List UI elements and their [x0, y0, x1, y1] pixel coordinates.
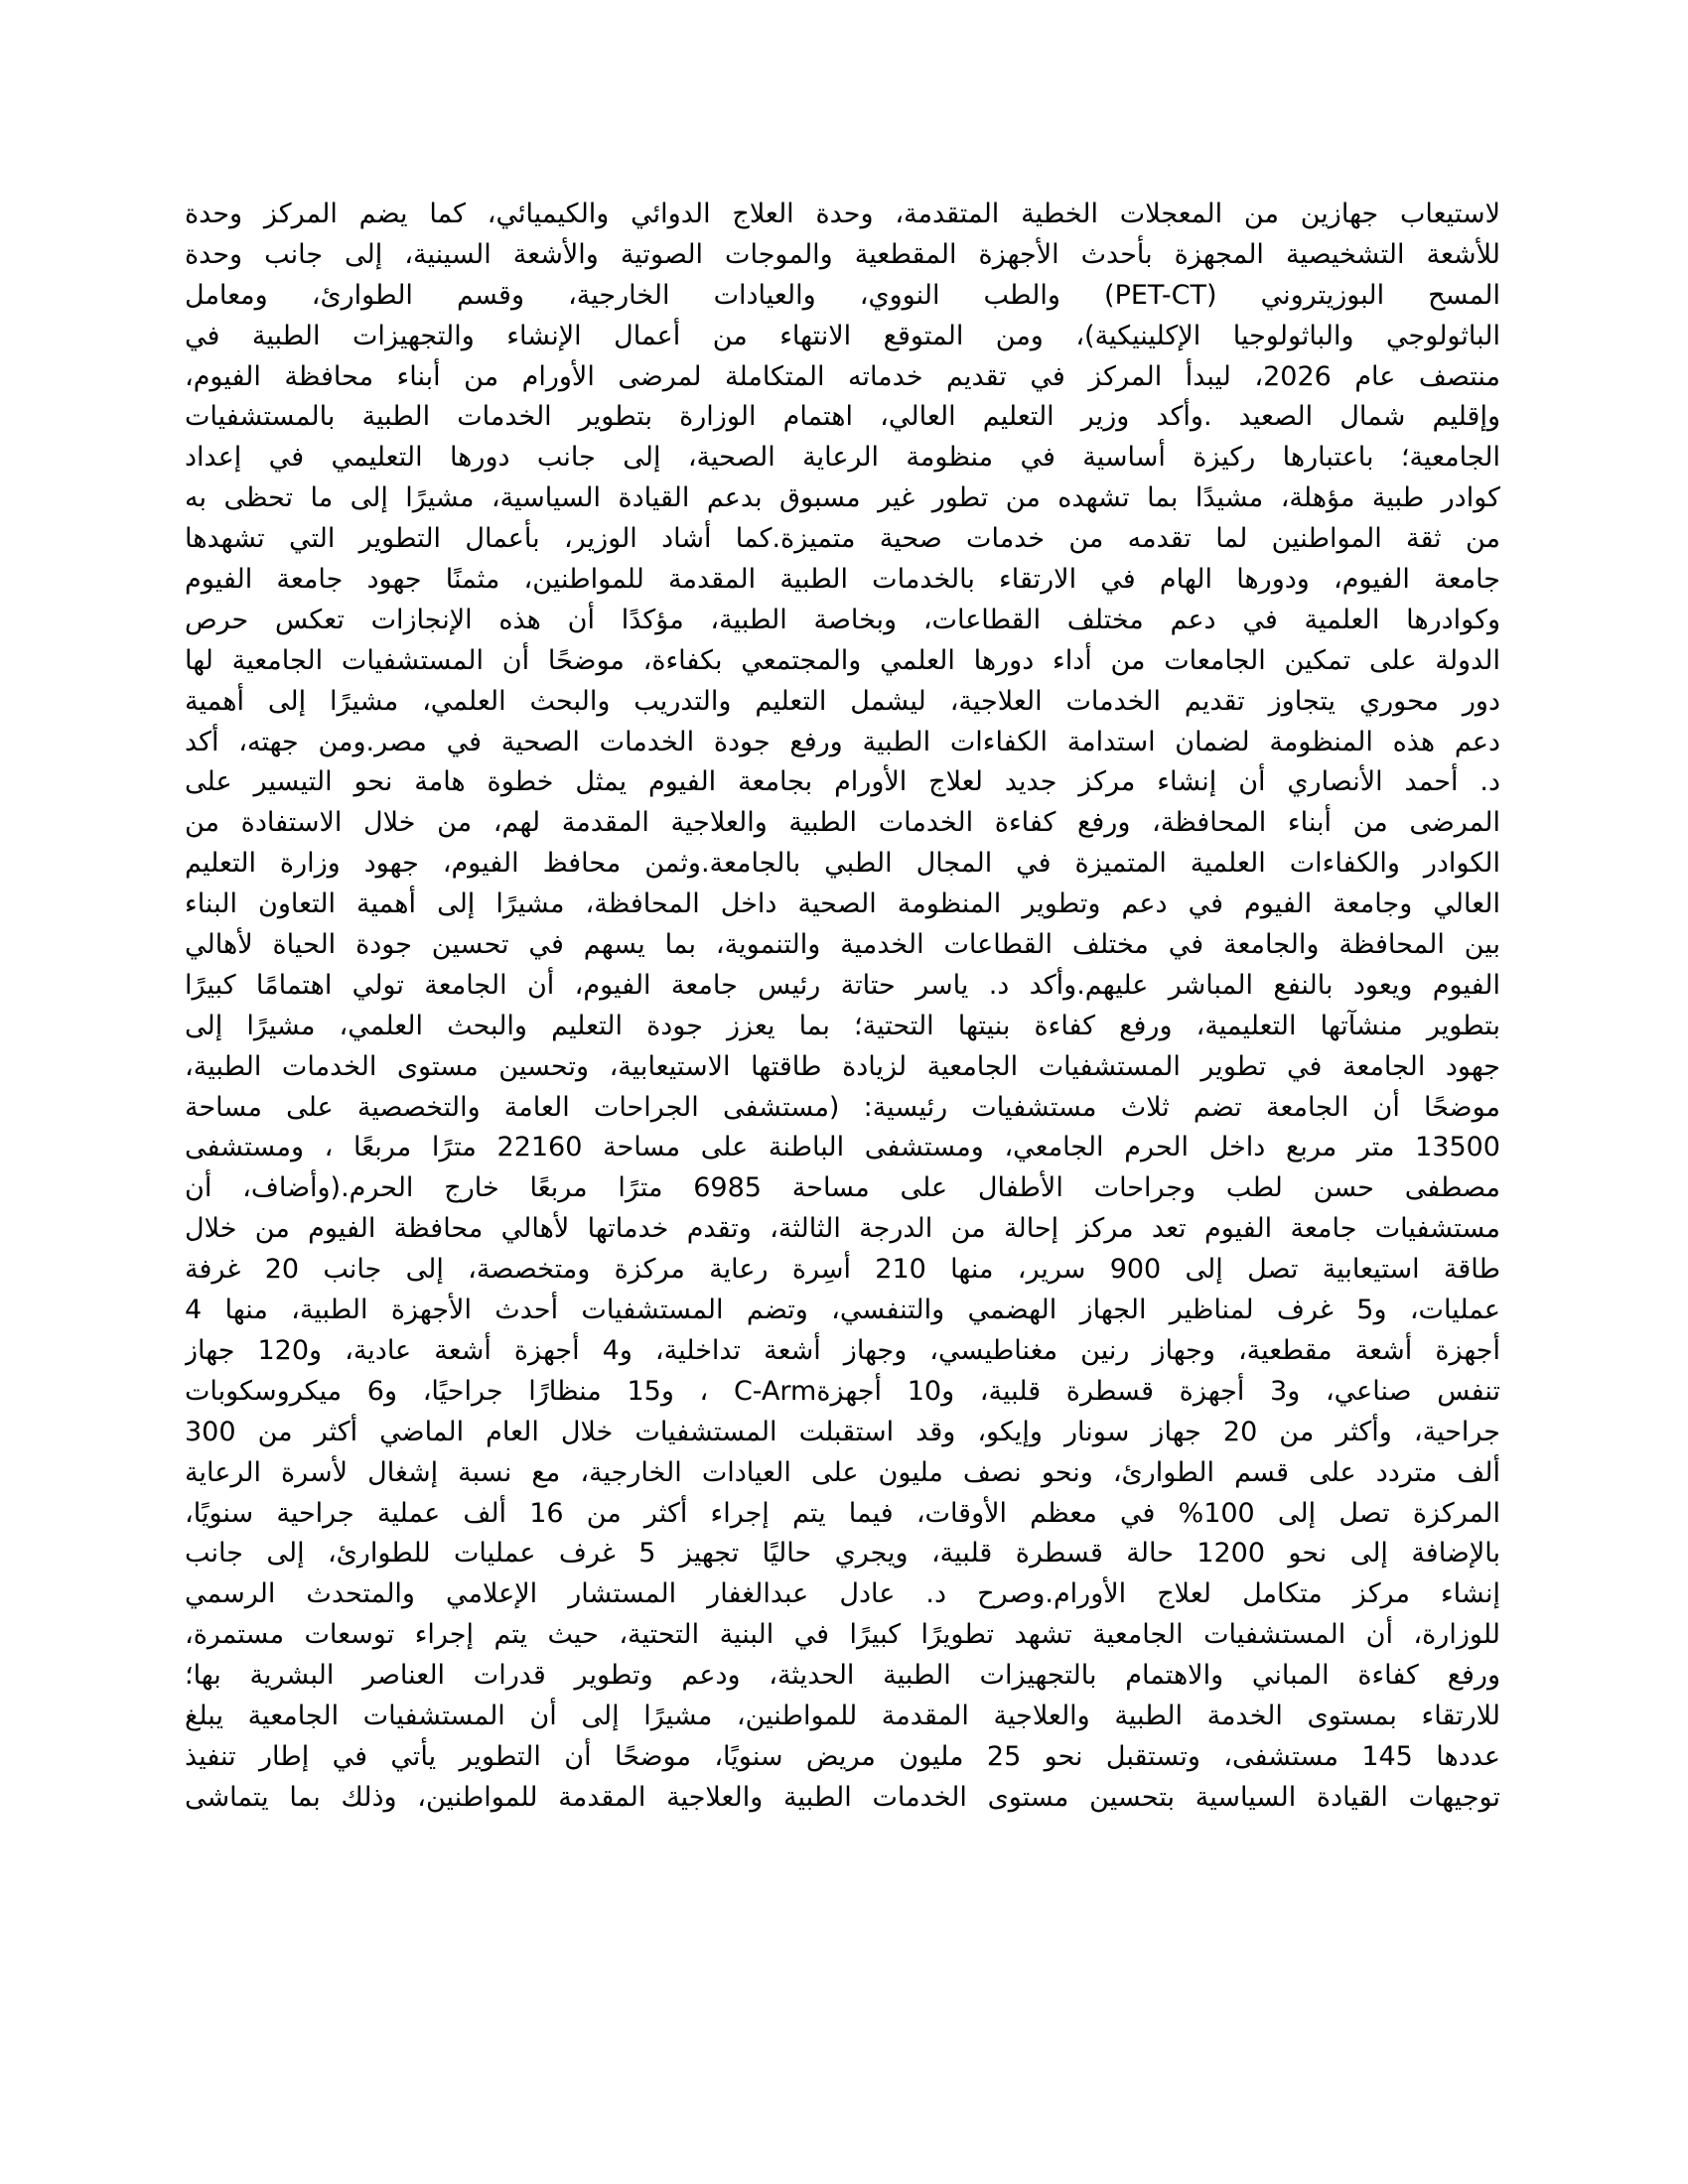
- body-text-line: ورفع كفاءة المباني والاهتمام بالتجهيزات الطبية الحديثة، ودعم وتطوير قدرات العناصر البشرية بها؛: [185, 1660, 1500, 1692]
- body-text-line: ألف متردد على قسم الطوارئ، ونحو نصف مليون على العيادات الخارجية، مع نسبة إشغال لأسرة الرعاية: [185, 1456, 1500, 1488]
- body-text-line: د. أحمد الأنصاري أن إنشاء مركز جديد لعلاج الأورام بجامعة الفيوم يمثل خطوة هامة نحو التيسير على: [185, 766, 1500, 798]
- body-text-line: دور محوري يتجاوز تقديم الخدمات العلاجية، ليشمل التعليم والتدريب والبحث العلمي، مشيرًا إلى أهمية: [185, 685, 1500, 717]
- body-text-line: كوادر طبية مؤهلة، مشيدًا بما تشهده من تطور غير مسبوق بدعم القيادة السياسية، مشيرًا إلى ما تحظى به: [185, 482, 1500, 514]
- body-text-line: جامعة الفيوم، ودورها الهام في الارتقاء بالخدمات الطبية المقدمة للمواطنين، مثمنًا جهود جامعة الفيوم: [185, 564, 1500, 596]
- body-text-line: من ثقة المواطنين لما تقدمه من خدمات صحية متميزة.كما أشاد الوزير، بأعمال التطوير التي تشهدها: [185, 523, 1500, 555]
- body-text-line: الكوادر والكفاءات العلمية المتميزة في المجال الطبي بالجامعة.وثمن محافظ الفيوم، جهود وزارة التعليم: [185, 848, 1500, 880]
- body-text-line: المركزة تصل إلى 100% في معظم الأوقات، فيما يتم إجراء أكثر من 16 ألف عملية جراحية سنويًا،: [185, 1497, 1500, 1529]
- body-text-line: أجهزة أشعة مقطعية، وجهاز رنين مغناطيسي، وجهاز أشعة تداخلية، و4 أجهزة أشعة عادية، و120 جهاز: [185, 1334, 1500, 1366]
- body-text-line: مستشفيات جامعة الفيوم تعد مركز إحالة من الدرجة الثالثة، وتقدم خدماتها لأهالي محافظة الفيوم من خلال: [185, 1213, 1500, 1245]
- body-text-line: عمليات، و5 غرف لمناظير الجهاز الهضمي والتنفسي، وتضم المستشفيات أحدث الأجهزة الطبية، منها 4: [185, 1295, 1500, 1326]
- body-text-line: بتطوير منشآتها التعليمية، ورفع كفاءة بنيتها التحتية؛ بما يعزز جودة التعليم والبحث العلمي، مشيرًا إلى: [185, 1010, 1500, 1041]
- body-text-line: مصطفى حسن لطب وجراحات الأطفال على مساحة 6985 مترًا مربعًا خارج الحرم.(وأضاف، أن: [185, 1172, 1500, 1204]
- body-text-line: بين المحافظة والجامعة في مختلف القطاعات الخدمية والتنموية، بما يسهم في تحسين جودة الحياة لأهالي: [185, 929, 1500, 961]
- body-text-line: الجامعية؛ باعتبارها ركيزة أساسية في منظومة الرعاية الصحية، إلى جانب دورها التعليمي في إعداد: [185, 442, 1500, 474]
- body-text-line: تنفس صناعي، و3 أجهزة قسطرة قلبية، و10 أجهزةC-Arm ، و15 منظارًا جراحيًا، و6 ميكروسكوبات: [185, 1375, 1500, 1407]
- body-text-line: العالي وجامعة الفيوم في دعم وتطوير المنظومة الصحية داخل المحافظة، مشيرًا إلى أهمية التعاون البناء: [185, 888, 1500, 920]
- body-text-line: المرضى من أبناء المحافظة، ورفع كفاءة الخدمات الطبية والعلاجية المقدمة لهم، من خلال الاستفادة من: [185, 807, 1500, 839]
- body-text-line: الفيوم ويعود بالنفع المباشر عليهم.وأكد د. ياسر حتاتة رئيس جامعة الفيوم، أن الجامعة تولي اهتمامًا كبيرًا: [185, 969, 1500, 1001]
- body-text-line: وكوادرها العلمية في دعم مختلف القطاعات، وبخاصة الطبية، مؤكدًا أن هذه الإنجازات تعكس حرص: [185, 604, 1500, 635]
- body-text-line: الباثولوجي والباثولوجيا الإكلينيكية)، ومن المتوقع الانتهاء من أعمال الإنشاء والتجهيزات الطبية في: [185, 320, 1500, 351]
- article-body: [185, 195, 1500, 1819]
- body-text-line: لاستيعاب جهازين من المعجلات الخطية المتقدمة، وحدة العلاج الدوائي والكيميائي، كما يضم المركز وحدة: [185, 199, 1500, 229]
- body-text-line: المسح البوزيتروني (PET-CT) والطب النووي، والعيادات الخارجية، وقسم الطوارئ، ومعامل: [185, 279, 1500, 311]
- body-text-line: وإقليم شمال الصعيد .وأكد وزير التعليم العالي، اهتمام الوزارة بتطوير الخدمات الطبية بالمستشفيات: [185, 401, 1500, 433]
- body-text-line: جراحية، وأكثر من 20 جهاز سونار وإيكو، وقد استقبلت المستشفيات خلال العام الماضي أكثر من 300: [185, 1416, 1500, 1447]
- body-text-line: إنشاء مركز متكامل لعلاج الأورام.وصرح د. عادل عبدالغفار المستشار الإعلامي والمتحدث الرسمي: [185, 1578, 1500, 1610]
- body-text-line: عددها 145 مستشفى، وتستقبل نحو 25 مليون مريض سنويًا، موضحًا أن التطوير يأتي في إطار تنفيذ: [185, 1740, 1500, 1772]
- body-text-line: للوزارة، أن المستشفيات الجامعية تشهد تطويرًا كبيرًا في البنية التحتية، حيث يتم إجراء توسعات مستمرة،: [185, 1619, 1500, 1651]
- body-text-line: للأشعة التشخيصية المجهزة بأحدث الأجهزة المقطعية والموجات الصوتية والأشعة السينية، إلى جانب وحدة: [185, 238, 1500, 270]
- body-text-line: دعم هذه المنظومة لضمان استدامة الكفاءات الطبية ورفع جودة الخدمات الصحية في مصر.ومن جهته، أكد: [185, 726, 1500, 757]
- body-text-line: بالإضافة إلى نحو 1200 حالة قسطرة قلبية، ويجري حاليًا تجهيز 5 غرف عمليات للطوارئ، إلى جانب: [185, 1538, 1500, 1570]
- body-text-line: موضحًا أن الجامعة تضم ثلاث مستشفيات رئيسية: (مستشفى الجراحات العامة والتخصصية على مساحة: [185, 1091, 1500, 1123]
- body-text-line: 13500 متر مربع داخل الحرم الجامعي، ومستشفى الباطنة على مساحة 22160 مترًا مربعًا ، ومستشفى: [185, 1132, 1500, 1163]
- body-text-line: طاقة استيعابية تصل إلى 900 سرير، منها 210 أسِرة رعاية مركزة ومتخصصة، إلى جانب 20 غرفة: [185, 1254, 1500, 1286]
- body-text-line: توجيهات القيادة السياسية بتحسين مستوى الخدمات الطبية والعلاجية المقدمة للمواطنين، وذلك بما يتماشى: [185, 1781, 1500, 1813]
- body-text-line: منتصف عام 2026، ليبدأ المركز في تقديم خدماته المتكاملة لمرضى الأورام من أبناء محافظة الفيوم،: [185, 360, 1500, 392]
- body-text-line: جهود الجامعة في تطوير المستشفيات الجامعية لزيادة طاقتها الاستيعابية، وتحسين مستوى الخدمات الطبية،: [185, 1050, 1500, 1082]
- body-text-line: للارتقاء بمستوى الخدمة الطبية والعلاجية المقدمة للمواطنين، مشيرًا إلى أن المستشفيات الجامعية يبلغ: [185, 1700, 1500, 1731]
- body-text-line: الدولة على تمكين الجامعات من أداء دورها العلمي والمجتمعي بكفاءة، موضحًا أن المستشفيات الجامعية لها: [185, 644, 1500, 676]
